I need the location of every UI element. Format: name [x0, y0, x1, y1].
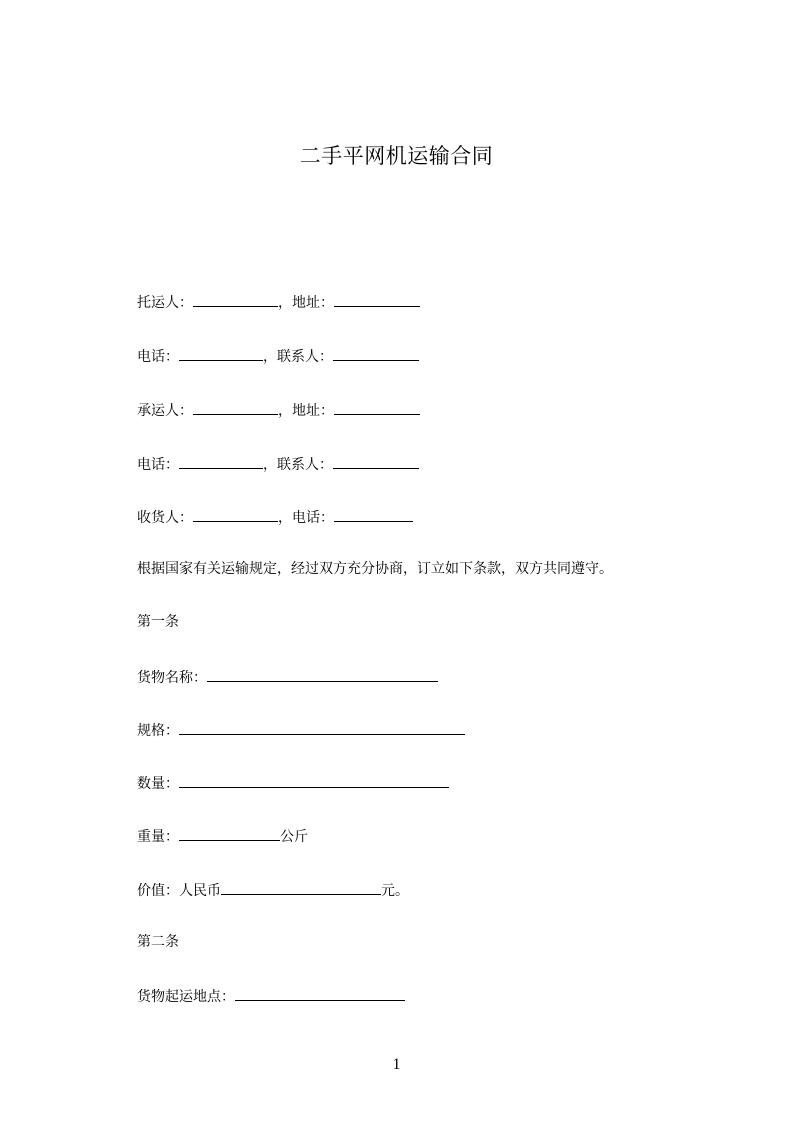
goods-name-line — [137, 666, 438, 686]
article-2-heading: 第二条 — [137, 934, 179, 950]
carrier-line — [137, 399, 420, 419]
weight-line — [137, 825, 308, 845]
page-number: 1 — [392, 1056, 401, 1073]
spec-line — [137, 719, 465, 739]
shipper-separator: ， — [278, 295, 292, 311]
carrier-label: 承运人： — [137, 403, 193, 419]
consignee-separator: ， — [278, 510, 292, 526]
quantity-field[interactable] — [179, 772, 449, 788]
quantity-label: 数量： — [137, 776, 179, 792]
goods-name-field[interactable] — [207, 666, 438, 682]
shipper-line — [137, 291, 420, 311]
preamble-paragraph: 根据国家有关运输规定，经过双方充分协商，订立如下条款，双方共同遵守。 — [137, 561, 613, 577]
origin-line — [137, 985, 405, 1005]
carrier-name-field[interactable] — [193, 399, 278, 415]
shipper-address-field[interactable] — [334, 291, 420, 307]
carrier-phone-label: 电话： — [137, 457, 179, 473]
spec-label: 规格： — [137, 723, 179, 739]
document-title: 二手平网机运输合同 — [299, 144, 494, 168]
carrier-address-label: 地址： — [292, 403, 334, 419]
carrier-address-field[interactable] — [334, 399, 420, 415]
shipper-contact-line — [137, 345, 419, 365]
value-label: 价值：人民币 — [137, 883, 221, 899]
weight-label: 重量： — [137, 829, 179, 845]
carrier-separator: ， — [278, 403, 292, 419]
carrier-contact-label: 联系人： — [277, 457, 333, 473]
shipper-phone-field[interactable] — [179, 345, 263, 361]
weight-unit: 公斤 — [280, 829, 308, 845]
weight-field[interactable] — [179, 825, 280, 841]
shipper-name-field[interactable] — [193, 291, 278, 307]
carrier-contact-separator: ， — [263, 457, 277, 473]
carrier-contact-line — [137, 453, 419, 473]
origin-label: 货物起运地点： — [137, 989, 235, 1005]
carrier-phone-field[interactable] — [179, 453, 263, 469]
shipper-contact-field[interactable] — [333, 345, 419, 361]
shipper-contact-separator: ， — [263, 349, 277, 365]
consignee-label: 收货人： — [137, 510, 193, 526]
carrier-contact-field[interactable] — [333, 453, 419, 469]
goods-name-label: 货物名称： — [137, 670, 207, 686]
consignee-phone-field[interactable] — [334, 506, 413, 522]
value-line — [137, 879, 409, 899]
value-unit: 元。 — [381, 883, 409, 899]
article-1-heading: 第一条 — [137, 614, 179, 630]
shipper-phone-label: 电话： — [137, 349, 179, 365]
origin-field[interactable] — [235, 985, 405, 1001]
shipper-address-label: 地址： — [292, 295, 334, 311]
shipper-contact-label: 联系人： — [277, 349, 333, 365]
consignee-phone-label: 电话： — [292, 510, 334, 526]
consignee-line — [137, 506, 413, 526]
quantity-line — [137, 772, 449, 792]
consignee-name-field[interactable] — [193, 506, 278, 522]
shipper-label: 托运人： — [137, 295, 193, 311]
spec-field[interactable] — [179, 719, 465, 735]
value-field[interactable] — [221, 879, 381, 895]
